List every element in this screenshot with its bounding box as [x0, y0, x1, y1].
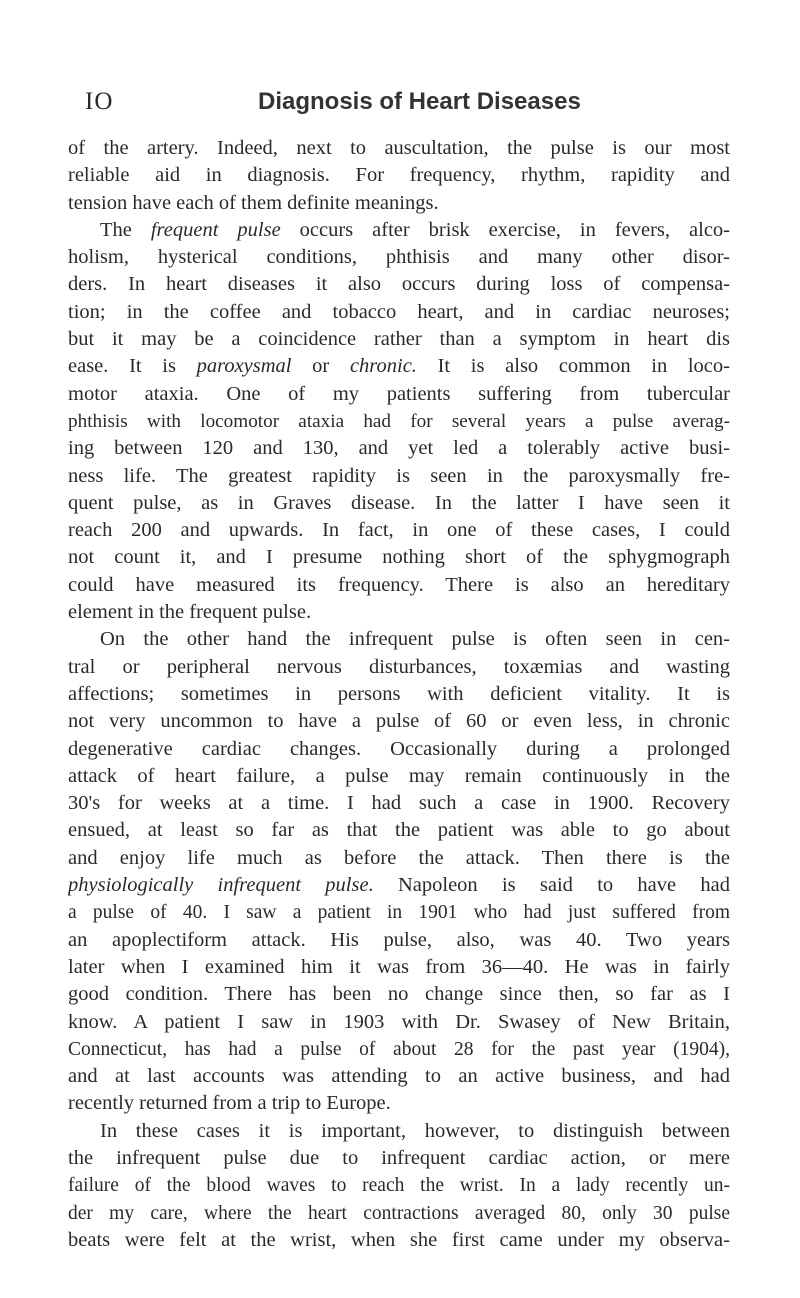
text-line: element in the frequent pulse.	[68, 601, 312, 624]
text-line: ness life. The greatest rapidity is seen in the paroxysmally fre-	[68, 464, 730, 487]
text-line: reliable aid in diagnosis. For frequency, rhythm, rapidity and	[68, 164, 730, 187]
emphasis: physiologically infrequent pulse.	[68, 874, 374, 897]
text-line: know. A patient I saw in 1903 with Dr. Swasey of New Britain,	[68, 1010, 730, 1033]
text-line: but it may be a coincidence rather than a symptom in heart dis	[68, 328, 730, 351]
text-line: tral or peripheral nervous disturbances, toxæmias and wasting	[68, 655, 730, 678]
emphasis: chronic.	[349, 355, 417, 378]
text-line: quent pulse, as in Graves disease. In the latter I have seen it	[68, 491, 730, 514]
text-line: attack of heart failure, a pulse may remain continuously in the	[68, 764, 730, 787]
page-header	[0, 88, 800, 122]
text-line: ing between 120 and 130, and yet led a tolerably active busi-	[68, 437, 730, 460]
text-line: reach 200 and upwards. In fact, in one of these cases, I could	[68, 519, 730, 542]
emphasis: paroxysmal	[196, 355, 292, 378]
text-line: and at last accounts was attending to an active business, and had	[68, 1065, 730, 1088]
text-line: of the artery. Indeed, next to auscultation, the pulse is our most	[68, 137, 730, 159]
text-line: ensued, at least so far as that the patient was able to go about	[68, 819, 730, 842]
text-line: ease. It is paroxysmal or chronic. It is also common in loco-	[68, 355, 730, 378]
text-line: degenerative cardiac changes. Occasionally during a prolonged	[68, 737, 730, 760]
text-line: tension have each of them definite meanings.	[68, 191, 439, 214]
text-line: recently returned from a trip to Europe.	[68, 1092, 391, 1115]
text-line: beats were felt at the wrist, when she first came under my observa-	[68, 1228, 730, 1251]
text-line: phthisis with locomotor ataxia had for several years a pulse averag-	[68, 410, 730, 432]
text-line: an apoplectiform attack. His pulse, also, was 40. Two years	[68, 928, 730, 951]
page-number: IO	[85, 88, 114, 115]
running-head: Diagnosis of Heart Diseases	[258, 88, 581, 115]
text-line: Connecticut, has had a pulse of about 28 for the past year (1904),	[68, 1038, 730, 1060]
text-line: holism, hysterical conditions, phthisis and many other disor-	[68, 246, 730, 269]
text-line: the infrequent pulse due to infrequent cardiac action, or mere	[68, 1146, 730, 1169]
text-line: a pulse of 40. I saw a patient in 1901 who had just suffered from	[68, 902, 730, 924]
emphasis: frequent pulse	[150, 218, 281, 241]
text-line: not very uncommon to have a pulse of 60 or even less, in chronic	[68, 710, 730, 733]
text-line: good condition. There has been no change since then, so far as I	[68, 983, 730, 1006]
text-line: later when I examined him it was from 36—40. He was in fairly	[68, 955, 730, 978]
text-line: der my care, where the heart contractions averaged 80, only 30 pulse	[68, 1202, 730, 1224]
text-line: 30's for weeks at a time. I had such a case in 1900. Recovery	[68, 792, 730, 815]
text-line: could have measured its frequency. There is also an hereditary	[68, 573, 730, 596]
text-line: motor ataxia. One of my patients suffering from tubercular	[68, 382, 730, 405]
text-line: failure of the blood waves to reach the wrist. In a lady recently un-	[68, 1175, 730, 1197]
text-line: and enjoy life much as before the attack. Then there is the	[68, 846, 730, 869]
body-text	[68, 135, 730, 1254]
text-line: On the other hand the infrequent pulse is often seen in cen-	[100, 628, 730, 651]
text-line: not count it, and I presume nothing short of the sphygmograph	[68, 546, 730, 569]
text-line: In these cases it is important, however, to distinguish between	[100, 1119, 730, 1142]
text-line: ders. In heart diseases it also occurs during loss of compensa-	[68, 273, 730, 296]
text-line: tion; in the coffee and tobacco heart, and in cardiac neuroses;	[68, 300, 730, 323]
text-line: affections; sometimes in persons with deficient vitality. It is	[68, 682, 730, 705]
text-line: physiologically infrequent pulse. Napoleon is said to have had	[68, 874, 730, 897]
text-line: The frequent pulse occurs after brisk exercise, in fevers, alco-	[100, 218, 730, 241]
